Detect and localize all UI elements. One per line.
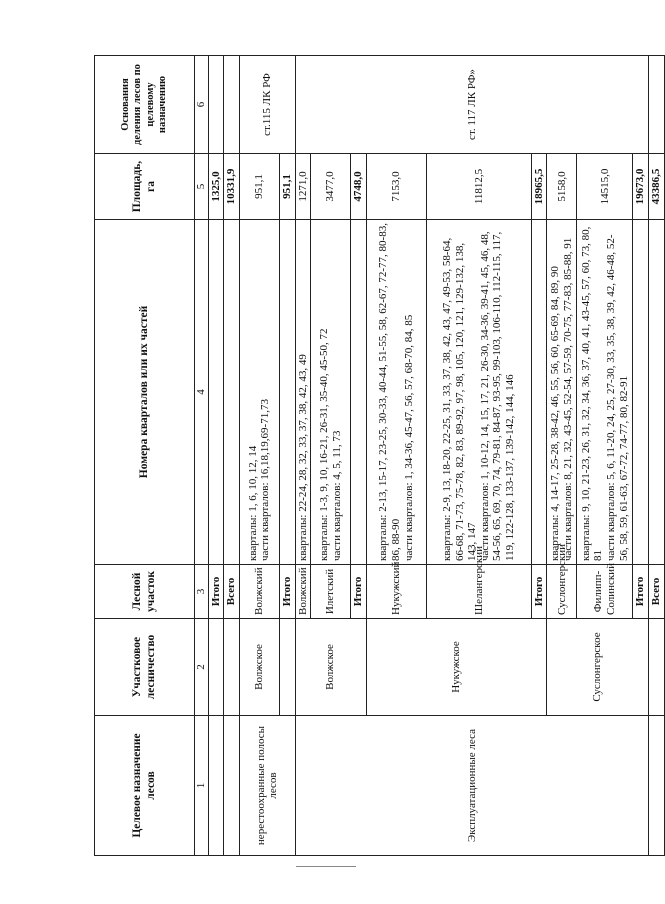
quarters-cell: [366, 220, 426, 565]
blank-cell: [649, 716, 665, 856]
forest-cell: Волжский: [295, 565, 311, 619]
district-cell: Волжское: [295, 619, 366, 716]
table-row: [208, 56, 224, 856]
forest-cell: Волжский: [239, 565, 279, 619]
blank-cell: [224, 716, 240, 856]
area-cell: 3477,0: [311, 154, 351, 220]
forest-cell: Всего: [649, 565, 665, 619]
quarters-text: кварталы: 2-13, 15-17, 23-25, 30-33, 40-44, 51-55, 58, 62-67, 72-77, 80-83, 86, 88-90: [377, 223, 403, 561]
blank-cell: [649, 220, 665, 565]
column-number-row: [195, 56, 209, 856]
col-number: 1: [195, 716, 209, 856]
area-cell: 14515,0: [577, 154, 633, 220]
quarters-text: кварталы: 1, 6, 10, 12, 14: [246, 445, 259, 561]
purpose-cell: нерестоохранные полосы лесов: [239, 716, 295, 856]
quarters-cell: кварталы: 22-24, 28, 32, 33, 37, 38, 42, 43, 49: [295, 220, 311, 565]
area-cell: 19673,0: [633, 154, 649, 220]
quarters-text: кварталы: 4, 14-17, 25-28, 38-42, 46, 55, 56, 60, 65-69, 84, 89, 90: [549, 266, 562, 561]
table-row: [295, 56, 311, 856]
header-purpose: Целевое назначение лесов: [95, 716, 195, 856]
area-cell: 5158,0: [547, 154, 577, 220]
header-area: Площадь, га: [95, 154, 195, 220]
blank-cell: [208, 716, 224, 856]
area-cell: 1325,0: [208, 154, 224, 220]
partial-quarters-text: части кварталов: 16,18,19,69-71,73: [259, 399, 272, 561]
table-row: [239, 56, 279, 856]
forest-cell: Итого: [351, 565, 367, 619]
area-cell: 951,1: [279, 154, 295, 220]
col-number: 5: [195, 154, 209, 220]
forest-cell: Филипп-Солинский: [577, 565, 633, 619]
blank-cell: [224, 619, 240, 716]
col-number: 3: [195, 565, 209, 619]
forest-cell: Итого: [633, 565, 649, 619]
quarters-cell: [547, 220, 577, 565]
basis-cell: ст. 117 ЛК РФ»: [295, 56, 649, 154]
col-number: 4: [195, 220, 209, 565]
table-row: [649, 56, 665, 856]
blank-cell: [531, 220, 547, 565]
blank-cell: [351, 220, 367, 565]
quarters-cell: [577, 220, 633, 565]
district-cell: Нукужское: [366, 619, 547, 716]
blank-cell: [649, 56, 665, 154]
blank-cell: [224, 220, 240, 565]
partial-quarters-text: части кварталов: 8, 21, 32, 43-45, 52-54, 57-59, 70-75, 77-83, 85-88, 91: [561, 237, 574, 561]
purpose-cell: Эксплуатационные леса: [295, 716, 649, 856]
partial-quarters-text: части кварталов: 1, 34-36, 45-47, 56, 57, 68-70, 84, 85: [402, 314, 415, 561]
quarters-text: кварталы: 2-9, 13, 18-20, 22-25, 31, 33, 37, 38, 42, 43, 47, 49-53, 58-64, 66-68, 71-73, 75-78, 82, 83, 89-92, 97, 98, 105, 120, 121, 129-132, 138, 143, 147: [440, 237, 479, 561]
rotated-table-container: [94, 56, 663, 856]
area-cell: 1271,0: [295, 154, 311, 220]
quarters-text: кварталы: 9, 10, 21-23, 26, 31, 32, 34, 36, 37, 40, 41, 43-45, 57, 60, 73, 80, 81: [579, 226, 605, 561]
basis-cell: ст.115 ЛК РФ: [239, 56, 295, 154]
quarters-text: кварталы: 1-3, 9, 10, 16-21, 26-31, 35-40, 45-50, 72: [318, 328, 331, 561]
header-district: Участковое лесничество: [95, 619, 195, 716]
quarters-cell: [239, 220, 279, 565]
col-number: 2: [195, 619, 209, 716]
forest-cell: Илетский: [311, 565, 351, 619]
partial-quarters-text: части кварталов: 4, 5, 11, 73: [330, 430, 343, 561]
forest-cell: Суслонгерский: [547, 565, 577, 619]
header-quarters: Номера кварталов или их частей: [95, 220, 195, 565]
blank-cell: [208, 56, 224, 154]
header-forest: Лесной участок: [95, 565, 195, 619]
blank-cell: [224, 56, 240, 154]
table-row: [224, 56, 240, 856]
quarters-cell: [311, 220, 351, 565]
header-basis: Основания деления лесов по целевому назначению: [95, 56, 195, 154]
blank-cell: [208, 220, 224, 565]
area-cell: 10331,9: [224, 154, 240, 220]
blank-cell: [279, 220, 295, 565]
forest-cell: Итого: [531, 565, 547, 619]
blank-cell: [279, 619, 295, 716]
blank-cell: [208, 619, 224, 716]
forest-division-table: [94, 55, 665, 856]
col-number: 6: [195, 56, 209, 154]
forest-cell: Итого: [279, 565, 295, 619]
area-cell: 7153,0: [366, 154, 426, 220]
blank-cell: [633, 220, 649, 565]
area-cell: 43386,5: [649, 154, 665, 220]
area-cell: 11812,5: [426, 154, 531, 220]
forest-cell: Нукужский: [366, 565, 426, 619]
blank-cell: [649, 619, 665, 716]
partial-quarters-text: части кварталов: 5, 6, 11-20, 24, 25, 27-30, 33, 35, 38, 39, 42, 46-48, 52-56, 58, 59, 61-63, 67-72, 74-77, 80, 82-91: [604, 234, 630, 561]
footer-divider: [296, 866, 356, 867]
forest-cell: Шелангерский: [426, 565, 531, 619]
area-cell: 18965,5: [531, 154, 547, 220]
forest-cell: Всего: [224, 565, 240, 619]
forest-cell: Итого: [208, 565, 224, 619]
area-cell: 4748,0: [351, 154, 367, 220]
area-cell: 951,1: [239, 154, 279, 220]
header-row: [95, 56, 195, 856]
quarters-cell: [426, 220, 531, 565]
district-cell: Волжское: [239, 619, 279, 716]
district-cell: Суслонгерское: [547, 619, 649, 716]
partial-quarters-text: части кварталов: 1, 10-12, 14, 15, 17, 21, 26-30, 34-36, 39-41, 45, 46, 48, 54-56, 65, 69, 70, 74, 79-81, 84-87, 93-95, 99-103, 106-110, 112-115, 117, 119, 122-128, 133-137, 139-142, 144, 146: [478, 231, 517, 561]
